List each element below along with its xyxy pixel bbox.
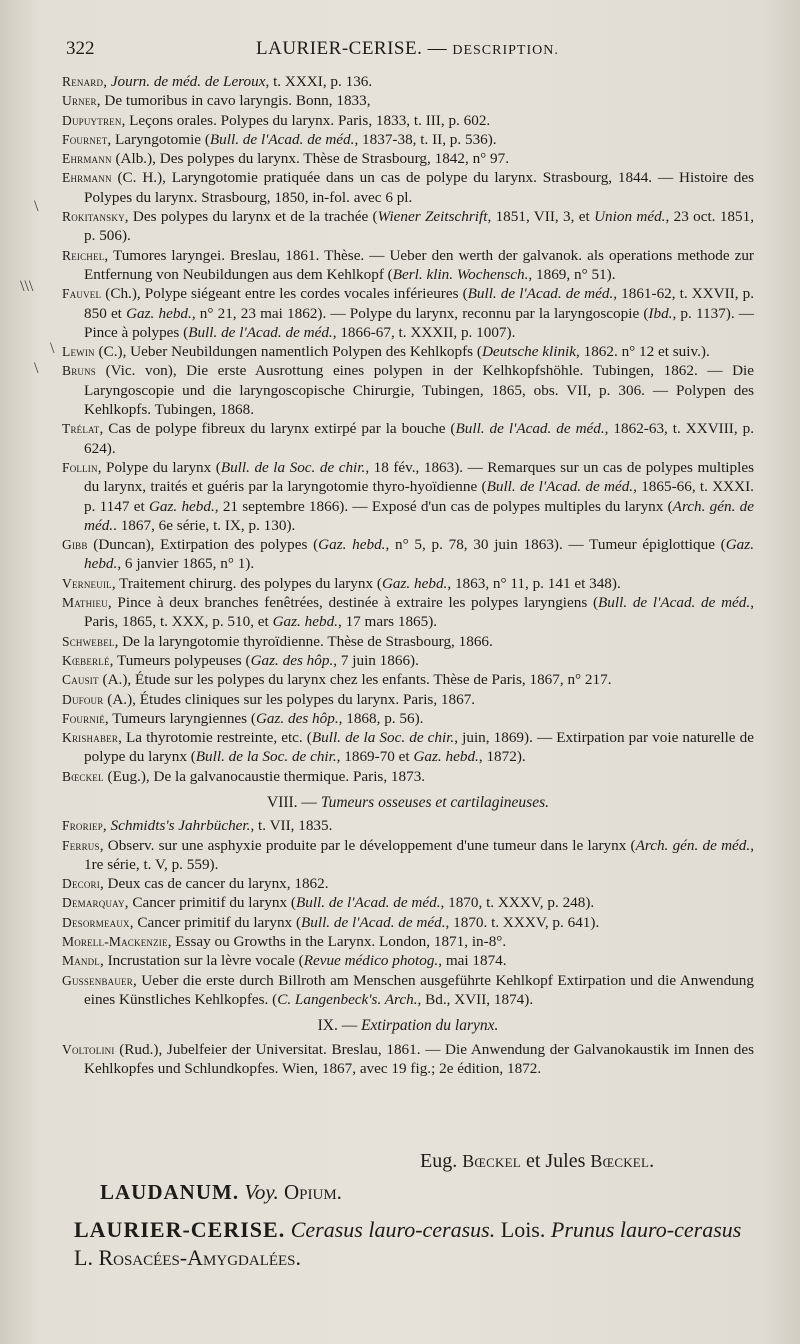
author-name: Gussenbauer: [62, 972, 133, 988]
entry-text: (Ch.), Polype siégeant entre les cordes vocales inférieures (: [101, 285, 468, 303]
source-title: Gaz. hebd.: [272, 613, 338, 631]
headword: LAUDANUM.: [100, 1180, 240, 1204]
source-title: Gaz. des hôp.: [250, 651, 334, 669]
entry-text: (Alb.), Des polypes du larynx. Thèse de Strasbourg, 1842, n° 97.: [111, 150, 510, 168]
latin-name: Cerasus lauro-cerasus.: [285, 1217, 496, 1242]
bibliography-entry: [62, 535, 754, 574]
entry-text: (C.), Ueber Neubildungen namentlich Polypen des Kehlkopfs (: [94, 343, 482, 361]
source-title: Bull. de la Soc. de chir.: [220, 458, 366, 476]
section-title: Tumeurs osseuses et cartilagineuses.: [320, 793, 549, 811]
entry-text: , 1865-66, t. XXXI. p. 1147 et: [84, 478, 754, 515]
bibliography-entry: [62, 951, 754, 970]
entry-text: , 1869-70 et: [336, 748, 414, 766]
source-title: Arch. gén. de méd.: [635, 836, 751, 854]
section-number: IX. —: [317, 1017, 362, 1035]
bibliography-entry: [62, 284, 754, 342]
entry-text: , p. 1137). — Pince à polypes (: [84, 304, 754, 341]
entry-text: , 1868, p. 56).: [338, 709, 424, 727]
bibliography-entry: [62, 361, 754, 419]
entry-text: , De la laryngotomie thyroïdienne. Thèse de Strasbourg, 1866.: [114, 632, 493, 650]
entry-text: , Pince à deux branches fenêtrées, destinée à extraire les polypes laryngiens (: [107, 594, 599, 612]
author-name: Demarquay: [62, 895, 125, 911]
entry-text: , 18 fév., 1863). — Remarques sur un cas de polypes multiples du larynx, traités et guéris par la laryngotomie thyro-hyoïdienne (: [84, 458, 754, 496]
source-title: Schmidts's Jahrbücher.: [110, 817, 251, 835]
entry-text: , Cancer primitif du larynx (: [124, 894, 296, 912]
source-title: Bull. de l'Acad. de méd.: [467, 285, 614, 303]
author-name: Bœckel: [62, 768, 104, 784]
bibliography-entry: [62, 728, 754, 767]
bibliography-entry: [62, 709, 754, 728]
signature-name: Bœckel: [462, 1151, 521, 1171]
author-name: Follin: [62, 459, 98, 475]
bibliography-entry: [62, 111, 754, 130]
entry-text: , Polype du larynx (: [97, 458, 221, 476]
entry-text: , 23 oct. 1851, p. 506).: [84, 208, 754, 245]
source-title: C. Langenbeck's. Arch.: [277, 990, 418, 1008]
source-title: Bull. de la Soc. de chir.: [195, 748, 337, 766]
bibliography-entry: [62, 690, 754, 709]
source-title: Gaz. des hôp.: [255, 709, 339, 727]
author-name: Schwebel: [62, 633, 115, 649]
author-name: Fauvel: [62, 286, 102, 302]
entry-text: , Traitement chirurg. des polypes du larynx (: [111, 574, 382, 592]
entry-text: (Eug.), De la galvanocaustie thermique. Paris, 1873.: [103, 767, 426, 785]
bibliography-entry: [62, 670, 754, 689]
source-title: Gaz. hebd.: [126, 304, 192, 322]
source-title: Deutsche klinik: [481, 343, 576, 361]
running-header: [66, 38, 756, 62]
bibliography-entry: [62, 130, 754, 149]
bibliography-entry: [62, 149, 754, 168]
author-name: Verneuil: [62, 575, 112, 591]
bibliography-entry: [62, 836, 754, 875]
entry-text: ,: [103, 73, 111, 90]
entry-text: , Des polypes du larynx et de la trachée (: [124, 208, 378, 226]
cross-reference-target: Opium.: [284, 1180, 342, 1204]
bibliography-entry: [62, 767, 754, 786]
source-title: Bull. de l'Acad. de méd.: [598, 594, 751, 612]
author-name: Urner: [62, 93, 97, 109]
headword: LAURIER-CERISE.: [74, 1217, 286, 1242]
author-name: Ehrmann: [62, 151, 112, 167]
source-title: Gaz. hebd.: [318, 536, 386, 554]
entry-text: (A.), Études cliniques sur les polypes du larynx. Paris, 1867.: [103, 690, 476, 708]
author-name: Froriep: [62, 818, 103, 834]
author-name: Causit: [62, 672, 99, 688]
source-title: Arch. gén. de méd.: [84, 497, 754, 534]
author-name: Voltolini: [62, 1041, 115, 1057]
author-name: Ferrus: [62, 837, 100, 853]
entry-text: , 1861-62, t. XXVII, p. 850 et: [84, 285, 754, 322]
signature-text: et Jules: [520, 1150, 591, 1172]
author-name: Dupuytren: [62, 112, 122, 128]
bibliography-entry: [62, 593, 754, 632]
entry-text: , t. VII, 1835.: [250, 817, 333, 835]
margin-mark: \: [34, 198, 39, 215]
entry-text: , 1837-38, t. II, p. 536).: [354, 130, 497, 148]
source-title: Gaz. hebd.: [148, 497, 215, 515]
botanical-author: Lois.: [495, 1217, 551, 1242]
running-section: DESCRIPTION.: [452, 43, 559, 58]
bibliography-entry: [62, 168, 754, 207]
margin-mark: \: [50, 340, 55, 357]
entry-text: , juin, 1869). — Extirpation par voie naturelle de polype du larynx (: [84, 729, 754, 766]
source-title: Bull. de l'Acad. de méd.: [455, 420, 605, 438]
entry-text: , 6 janvier 1865, n° 1).: [117, 555, 255, 573]
signature-text: .: [649, 1150, 655, 1172]
source-title: Gaz. hebd.: [413, 748, 479, 766]
entry-text: , 1851, VII, 3, et: [487, 208, 595, 226]
signature-text: Eug.: [420, 1150, 463, 1172]
margin-mark: \\\: [20, 278, 34, 295]
page-number: 322: [66, 38, 95, 59]
entry-text: , 1872).: [478, 748, 526, 766]
author-name: Bruns: [62, 363, 97, 379]
bibliography-entry: [62, 72, 754, 91]
entry-text: , t. XXXI, p. 136.: [265, 73, 373, 90]
bibliography-entry: [62, 632, 754, 651]
entry-text: , Tumeurs laryngiennes (: [104, 709, 256, 727]
bibliography-list-tumeurs-osseuses: [62, 816, 754, 1009]
source-title: Wiener Zeitschrift: [377, 208, 488, 226]
source-title: Bull. de l'Acad. de méd.: [209, 130, 355, 148]
source-title: Gaz. hebd.: [381, 574, 448, 592]
source-title: Gaz. hebd.: [84, 536, 754, 573]
running-title-dash: —: [422, 38, 453, 59]
entry-text: , 1870. t. XXXV, p. 641).: [445, 913, 600, 931]
entry-text: , Cas de polype fibreux du larynx extirpé par la bouche (: [99, 420, 456, 438]
author-signature: [420, 1150, 654, 1173]
entry-text: ,: [102, 817, 111, 835]
author-name: Kœberlé: [62, 652, 110, 668]
author-name: Renard: [62, 74, 104, 89]
entry-text: , Tumores laryngei. Breslau, 1861. Thèse. — Ueber den werth der galvanok. als operations methode zur Entfernung von Neubildungen aus dem Kehlkopf (: [84, 246, 754, 283]
entry-text: (A.), Étude sur les polypes du larynx chez les enfants. Thèse de Paris, 1867, n° 217.: [98, 671, 612, 689]
bibliography-entry: [62, 342, 754, 361]
entry-text: , Paris, 1865, t. XXX, p. 510, et: [84, 594, 754, 631]
bibliography-entry: [62, 458, 754, 535]
entry-text: , 1869, n° 51).: [528, 265, 616, 283]
bibliography-entry: [62, 971, 754, 1010]
entry-text: , n° 5, p. 78, 30 juin 1863). — Tumeur épiglottique (: [385, 536, 726, 554]
author-name: Rokitansky: [62, 209, 125, 225]
bibliography-entry: [62, 874, 754, 893]
running-title: [256, 38, 559, 60]
author-name: Fournet: [62, 131, 108, 147]
running-title-text: LAURIER-CERISE.: [256, 38, 423, 59]
source-title: Ibd.: [648, 304, 673, 322]
entry-text: , Incrustation sur la lèvre vocale (: [100, 952, 304, 970]
bibliography-entry: [62, 816, 754, 835]
cross-reference-label: Voy.: [239, 1180, 284, 1204]
entry-text: , Leçons orales. Polypes du larynx. Paris, 1833, t. III, p. 602.: [121, 111, 491, 129]
source-title: Bull. de l'Acad. de méd.: [486, 478, 634, 496]
entry-text: , 1re série, t. V, p. 559).: [84, 836, 754, 873]
entry-text: , Ueber die erste durch Billroth am Menschen ausgeführte Kehlkopf Extirpation und die Anwendung eines Künstliches Kehlkopfes. (: [84, 971, 754, 1008]
entry-text: , 1870, t. XXXV, p. 248).: [440, 894, 595, 912]
entry-text: , De tumoribus in cavo laryngis. Bonn, 1833,: [96, 92, 371, 110]
entry-text: , La thyrotomie restreinte, etc. (: [118, 729, 312, 747]
author-name: Ehrmann: [62, 170, 112, 186]
entry-text: (Rud.), Jubelfeier der Universitat. Breslau, 1861. — Die Anwendung der Galvanokaustik im Innen des Kehlkopfes und Schlundkopfes. Wien, 1867, avec 19 fig.; 2e édition, 1872.: [84, 1040, 754, 1077]
author-name: Mandl: [62, 953, 100, 969]
author-name: Mathieu: [62, 595, 108, 611]
bibliography-entry: [62, 574, 754, 593]
bibliography-entry: [62, 651, 754, 670]
entry-text: , Deux cas de cancer du larynx, 1862.: [99, 875, 329, 893]
source-title: Berl. klin. Wochensch.: [392, 265, 529, 283]
margin-mark: \: [34, 360, 39, 377]
author-name: Krishaber: [62, 730, 119, 746]
entry-text: , 1866-67, t. XXXII, p. 1007).: [332, 323, 516, 341]
bibliography-list-extirpation: [62, 1040, 754, 1079]
author-name: Lewin: [62, 344, 95, 360]
entry-text: , n° 21, 23 mai 1862). — Polype du larynx, reconnu par la laryngoscopie (: [191, 304, 649, 322]
entry-text: (Vic. von), Die erste Ausrottung eines polypen in der Kelhkopfshöhle. Tubingen, 1862. — Die Laryngoscopie und die laryngoscopische Chirurgie, Tubingen, 1865, obs. VII, p. 306. — Polypen des Kehlkopfs. Tubingen, 1868.: [84, 362, 754, 419]
botanical-author: L.: [74, 1245, 99, 1270]
entry-text: , 1862. n° 12 et suiv.).: [576, 343, 710, 361]
source-title: Journ. de méd. de Leroux: [110, 73, 266, 90]
entry-text: , Observ. sur une asphyxie produite par le développement d'une tumeur dans le larynx (: [99, 836, 636, 854]
entry-text: , 17 mars 1865).: [337, 613, 438, 631]
entry-text: , 1862-63, t. XXVIII, p. 624).: [84, 420, 754, 457]
entry-text: . 1867, 6e série, t. IX, p. 130).: [113, 516, 296, 534]
author-name: Morell-Mackenzie: [62, 934, 168, 950]
entry-text: (C. H.), Laryngotomie pratiquée dans un cas de polype du larynx. Strasbourg, 1844. — Histoire des Polypes du larynx. Strasbourg, 1850, in-fol. avec 6 pl.: [84, 169, 754, 206]
bibliography-entry: [62, 893, 754, 912]
source-title: Bull. de l'Acad. de méd.: [295, 894, 441, 912]
entry-text: , Cancer primitif du larynx (: [129, 913, 301, 931]
section-heading-ix: [62, 1016, 754, 1035]
plant-family: Rosacées-Amygdalées.: [98, 1245, 302, 1270]
entry-text: , Bd., XVII, 1874).: [417, 990, 534, 1008]
bibliography-list-polypes: [62, 72, 754, 786]
author-name: Fournié: [62, 710, 105, 726]
bibliography-entry: [62, 913, 754, 932]
source-title: Bull. de l'Acad. de méd.: [188, 323, 333, 341]
entry-text: , 1863, n° 11, p. 141 et 348).: [447, 574, 621, 592]
signature-name: Bœckel: [590, 1151, 650, 1171]
bibliography-entry: [62, 207, 754, 246]
source-title: Bull. de l'Acad. de méd.: [301, 913, 446, 931]
entry-text: , Laryngotomie (: [107, 130, 210, 148]
entry-text: , mai 1874.: [438, 952, 507, 970]
author-name: Dufour: [62, 691, 104, 707]
author-name: Trélat: [62, 421, 100, 437]
entry-text: , 7 juin 1866).: [333, 651, 419, 669]
bibliography-entry: [62, 419, 754, 458]
bibliography-entry: [62, 932, 754, 951]
entry-text: , Tumeurs polypeuses (: [109, 651, 251, 669]
author-name: Decori: [62, 876, 100, 892]
section-number: VIII. —: [267, 793, 321, 811]
source-title: Revue médico photog.: [303, 952, 439, 970]
source-title: Union méd.: [594, 208, 666, 226]
author-name: Reichel: [62, 247, 105, 263]
bibliography-entry: [62, 1040, 754, 1079]
entry-text: , Essay ou Growths in the Larynx. London, 1871, in-8°.: [167, 933, 507, 951]
bibliography-entry: [62, 246, 754, 285]
author-name: Gibb: [62, 537, 88, 553]
bibliography-entry: [62, 91, 754, 110]
entry-text: (Duncan), Extirpation des polypes (: [87, 536, 319, 554]
section-heading-viii: [62, 793, 754, 812]
section-title: Extirpation du larynx.: [361, 1017, 499, 1035]
latin-name: Prunus lauro-cerasus: [550, 1217, 742, 1242]
source-title: Bull. de la Soc. de chir.: [311, 729, 455, 747]
author-name: Desormeaux: [62, 914, 130, 930]
entry-laurier-cerise: [74, 1216, 764, 1272]
entry-laudanum: [100, 1180, 342, 1205]
bibliography-body: [62, 72, 754, 1078]
entry-text: , 21 septembre 1866). — Exposé d'un cas de polypes multiples du larynx (: [214, 497, 673, 515]
